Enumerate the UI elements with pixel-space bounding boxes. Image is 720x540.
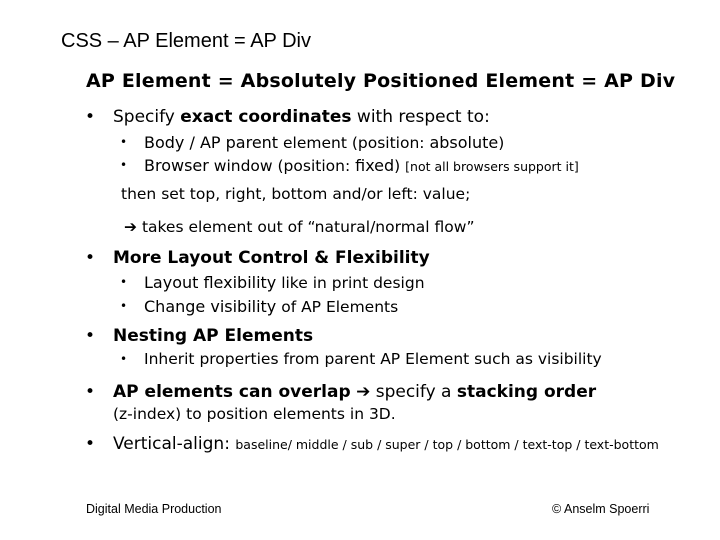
sub-bullet-visibility: • Change visibility of AP Elements [120, 297, 399, 316]
sub-bullet-icon: • [120, 135, 128, 149]
bullet-icon: • [85, 382, 96, 402]
bullet-overlap: • AP elements can overlap ➔ specify a stacking order [85, 382, 597, 402]
bullet-icon: • [85, 107, 96, 127]
slide-subtitle: AP Element = Absolutely Positioned Element = AP Div [86, 70, 676, 92]
z-index-line: (z-index) to position elements in 3D. [113, 405, 396, 423]
bullet-layout-control: • More Layout Control & Flexibility [85, 248, 430, 268]
sub-bullet-body: • Body / AP parent element (position: absolute) [120, 133, 505, 152]
sub-bullet-browser: • Browser window (position: fixed) [not all browsers support it] [120, 156, 579, 175]
slide-title: CSS – AP Element = AP Div [61, 30, 311, 52]
sub-bullet-inherit: • Inherit properties from parent AP Element such as visibility [120, 350, 602, 368]
flow-line: ➔ takes element out of “natural/normal flow” [124, 218, 475, 236]
bullet-icon: • [85, 434, 96, 454]
then-set-line: then set top, right, bottom and/or left: value; [121, 185, 471, 203]
footer-left: Digital Media Production [86, 502, 222, 516]
arrow-right-icon: ➔ [124, 218, 137, 236]
bullet-icon: • [85, 326, 96, 346]
bullet-vertical-align: • Vertical-align: baseline/ middle / sub / super / top / bottom / text-top / text-bottom [85, 434, 659, 454]
sub-bullet-icon: • [120, 299, 128, 313]
sub-bullet-icon: • [120, 158, 128, 172]
sub-bullet-icon: • [120, 275, 128, 289]
bullet-nesting: • Nesting AP Elements [85, 326, 314, 346]
sub-bullet-layout-flexibility: • Layout flexibility like in print design [120, 273, 425, 292]
footer-copyright: © Anselm Spoerri [552, 502, 650, 516]
arrow-right-icon: ➔ [356, 382, 371, 402]
bullet-icon: • [85, 248, 96, 268]
bullet-exact-coordinates: • Specify exact coordinates with respect to: [85, 107, 490, 127]
sub-bullet-icon: • [120, 352, 128, 366]
